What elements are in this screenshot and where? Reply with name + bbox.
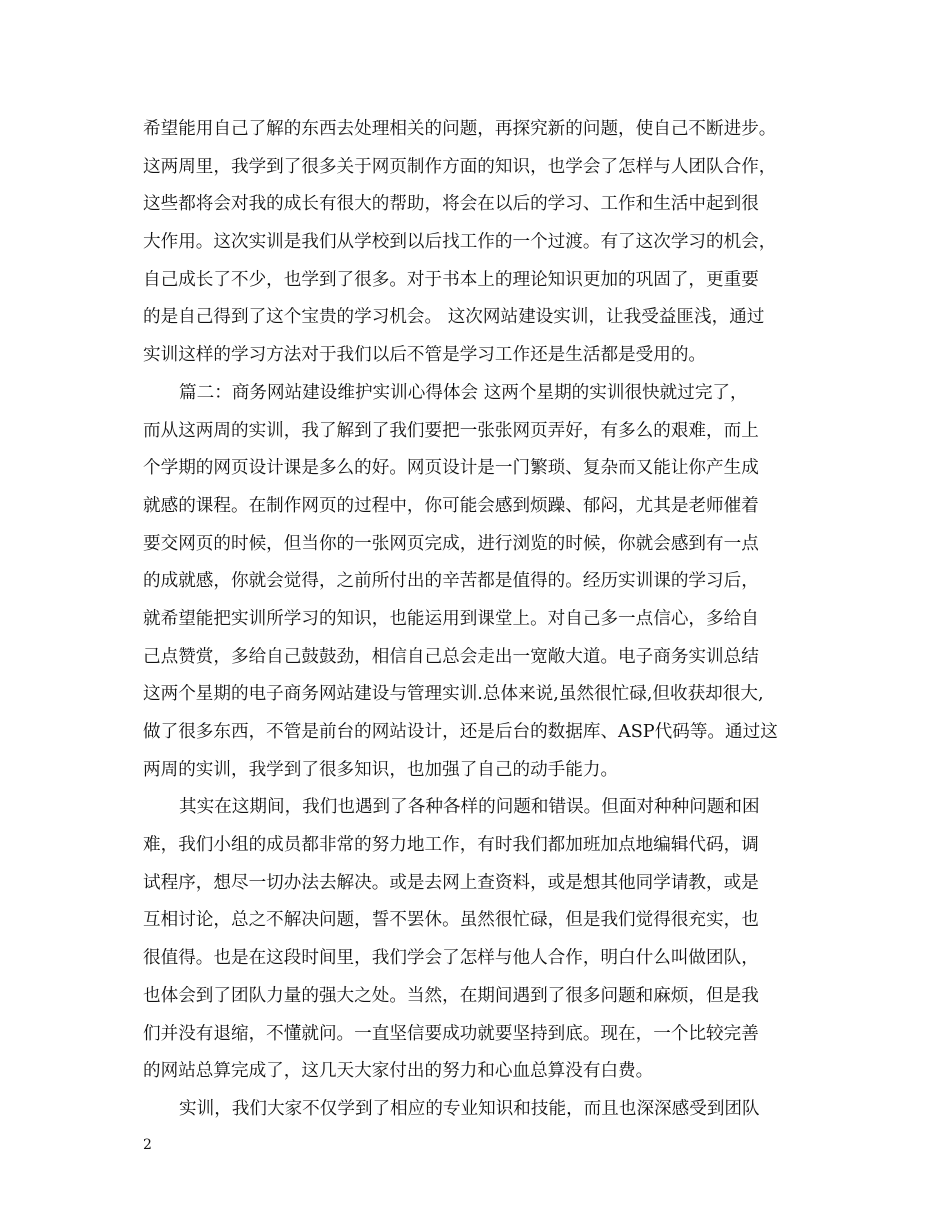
body-text <box>143 111 815 1129</box>
text-line: 的网站总算完成了，这几天大家付出的努力和心血总算没有白费。 <box>143 1061 654 1082</box>
text-line: 两周的实训，我学到了很多知识，也加强了自己的动手能力。 <box>143 759 619 780</box>
text-line: 就感的课程。在制作网页的过程中，你可能会感到烦躁、郁闷，尤其是老师催着 <box>143 495 759 516</box>
text-line: 很值得。也是在这段时间里，我们学会了怎样与他人合作，明白什么叫做团队， <box>143 948 759 969</box>
text-line: 大作用。这次实训是我们从学校到以后找工作的一个过渡。有了这次学习的机会， <box>143 232 777 253</box>
text-line: 的是自己得到了这个宝贵的学习机会。 这次网站建设实训，让我受益匪浅，通过 <box>143 307 765 328</box>
text-line: 也体会到了团队力量的强大之处。当然，在期间遇到了很多问题和麻烦，但是我 <box>143 985 759 1006</box>
text-line: 其实在这期间，我们也遇到了各种各样的问题和错误。但面对种种问题和困 <box>179 797 760 818</box>
text-line: 个学期的网页设计课是多么的好。网页设计是一门繁琐、复杂而又能让你产生成 <box>143 458 759 479</box>
text-line: 互相讨论，总之不解决问题，誓不罢休。虽然很忙碌，但是我们觉得很充实，也 <box>143 910 759 931</box>
text-line: 难，我们小组的成员都非常的努力地工作，有时我们都加班加点地编辑代码，调 <box>143 835 759 856</box>
text-line: 而从这两周的实训，我了解到了我们要把一张张网页弄好，有多么的艰难，而上 <box>143 420 759 441</box>
text-line: 这两周里，我学到了很多关于网页制作方面的知识，也学会了怎样与人团队合作， <box>143 156 777 177</box>
text-line: 实训这样的学习方法对于我们以后不管是学习工作还是生活都是受用的。 <box>143 345 707 366</box>
text-line: 篇二：商务网站建设维护实训心得体会 这两个星期的实训很快就过完了， <box>179 382 748 403</box>
text-line: 们并没有退缩，不懂就问。一直坚信要成功就要坚持到底。现在，一个比较完善 <box>143 1023 759 1044</box>
text-line: 的成就感，你就会觉得，之前所付出的辛苦都是值得的。经历实训课的学习后， <box>143 571 759 592</box>
text-line: 希望能用自己了解的东西去处理相关的问题，再探究新的问题，使自己不断进步。 <box>143 119 777 139</box>
text-line: 自己成长了不少，也学到了很多。对于书本上的理论知识更加的巩固了，更重要 <box>143 269 759 290</box>
text-line: 这两个星期的电子商务网站建设与管理实训.总体来说,虽然很忙碌,但收获却很大, <box>143 684 764 705</box>
text-line: 实训，我们大家不仅学到了相应的专业知识和技能，而且也深深感受到团队 <box>179 1098 760 1119</box>
text-line: 试程序，想尽一切办法去解决。或是去网上查资料，或是想其他同学请教，或是 <box>143 872 759 893</box>
text-line: 做了很多东西，不管是前台的网站设计，还是后台的数据库、ASP代码等。通过这 <box>143 722 778 742</box>
page-number: 2 <box>143 1137 152 1153</box>
text-line: 就希望能把实训所学习的知识，也能运用到课堂上。对自己多一点信心，多给自 <box>143 608 759 629</box>
text-line: 要交网页的时候，但当你的一张网页完成，进行浏览的时候，你就会感到有一点 <box>143 533 759 554</box>
text-line: 这些都将会对我的成长有很大的帮助，将会在以后的学习、工作和生活中起到很 <box>143 194 759 215</box>
text-line: 己点赞赏，多给自己鼓鼓劲，相信自己总会走出一宽敞大道。电子商务实训总结 <box>143 646 759 667</box>
